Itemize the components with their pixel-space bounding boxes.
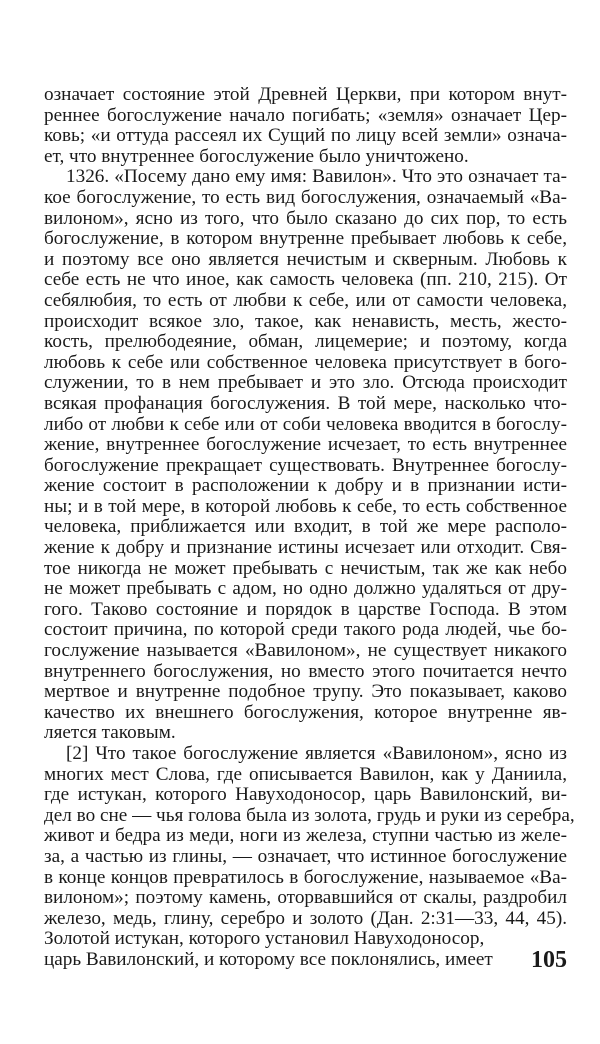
text-line: где истукан, которого Навуходоносор, царь Вавилонский, ви-	[44, 784, 567, 806]
text-line: происходит всякое зло, такое, как ненависть, месть, жесто-	[44, 310, 567, 332]
text-line: внутреннего богослужения, но вместо этого почитается нечто	[44, 660, 567, 682]
text-line: состоит причина, по которой среди такого рода людей, чье бо-	[44, 619, 567, 641]
text-line: реннее богослужение начало погибать; «земля» означает Цер-	[44, 104, 567, 126]
text-line: богослужение прекращает существовать. Внутреннее богослу-	[44, 454, 567, 476]
text-line: себялюбия, то есть от любви к себе, или от самости человека,	[44, 289, 567, 311]
last-line-row	[44, 946, 567, 973]
text-line: вилоном»; поэтому камень, оторвавшийся от скалы, раздробил	[44, 887, 567, 909]
text-line: любовь к себе или собственное человека присутствует в бого-	[44, 351, 567, 373]
text-line: кость, прелюбодеяние, обман, лицемерие; и поэтому, когда	[44, 331, 567, 353]
text-line: жение, внутреннее богослужение исчезает, то есть внутреннее	[44, 434, 567, 456]
text-line: ет, что внутреннее богослужение было уничтожено.	[44, 145, 469, 167]
text-line: Золотой истукан, которого установил Навуходоносор,	[44, 928, 485, 950]
text-line: царь Вавилонский, и которому все поклонялись, имеет	[44, 948, 493, 970]
text-line: многих мест Слова, где описывается Вавилон, как у Даниила,	[44, 763, 567, 785]
book-page	[44, 84, 575, 973]
text-line: мертвое и внутренне подобное трупу. Это показывает, каково	[44, 681, 567, 703]
text-line: всякая профанация богослужения. В той мере, насколько что-	[44, 392, 567, 414]
paragraph-start-2: [2] Что такое богослужение является «Вавилоном», ясно из	[66, 743, 567, 764]
text-line: вилоном», ясно из того, что было сказано до сих пор, то есть	[44, 207, 567, 229]
text-line: человека, приближается или входит, в той же мере располо-	[44, 516, 567, 538]
text-line: либо от любви к себе или от соби человека вводится в богослу-	[44, 413, 567, 435]
text-line: кое богослужение, то есть вид богослужения, означаемый «Ва-	[44, 186, 567, 208]
text-line: означает состояние этой Древней Церкви, при котором внут-	[44, 84, 567, 105]
paragraph-start-1326: 1326. «Посему дано ему имя: Вавилон». Что это означает та-	[66, 166, 567, 188]
text-line: тое никогда не может пребывать с нечистым, так же как небо	[44, 557, 567, 579]
text-line: в конце концов превратилось в богослужение, называемое «Ва-	[44, 866, 567, 888]
text-line: гого. Таково состояние и порядок в царстве Господа. В этом	[44, 598, 567, 620]
text-line: ковь; «и оттуда рассеял их Сущий по лицу всей земли» означа-	[44, 125, 567, 147]
text-line: дел во сне — чья голова была из золота, грудь и руки из серебра,	[44, 804, 575, 826]
text-line: служении, то в нем пребывает и это зло. Отсюда происходит	[44, 372, 567, 394]
text-line: ляется таковым.	[44, 722, 176, 744]
text-line: качество их внешнего богослужения, которое внутренне яв-	[44, 701, 567, 723]
text-line: жение к добру и признание истины исчезает или отходит. Свя-	[44, 537, 567, 559]
text-line: ны; и в той мере, в которой любовь к себе, то есть собственное	[44, 495, 567, 517]
text-line: себе есть не что иное, как самость человека (пп. 210, 215). От	[44, 269, 567, 291]
text-line: не может пребывать с адом, но одно должно удаляться от дру-	[44, 578, 567, 600]
text-line: живот и бедра из меди, ноги из железа, ступни частью из желе-	[44, 825, 567, 847]
text-line: богослужение, в котором внутренне пребывает любовь к себе,	[44, 228, 567, 250]
page-number: 105	[531, 946, 567, 973]
text-line: за, а частью из глины, — означает, что истинное богослужение	[44, 845, 567, 867]
text-line: гослужение называется «Вавилоном», не существует никакого	[44, 640, 567, 662]
text-line: и поэтому все оно является нечистым и скверным. Любовь к	[44, 248, 567, 270]
text-line: железо, медь, глину, серебро и золото (Дан. 2:31—33, 44, 45).	[44, 907, 567, 929]
text-line: жение состоит в расположении к добру и в признании исти-	[44, 475, 567, 497]
